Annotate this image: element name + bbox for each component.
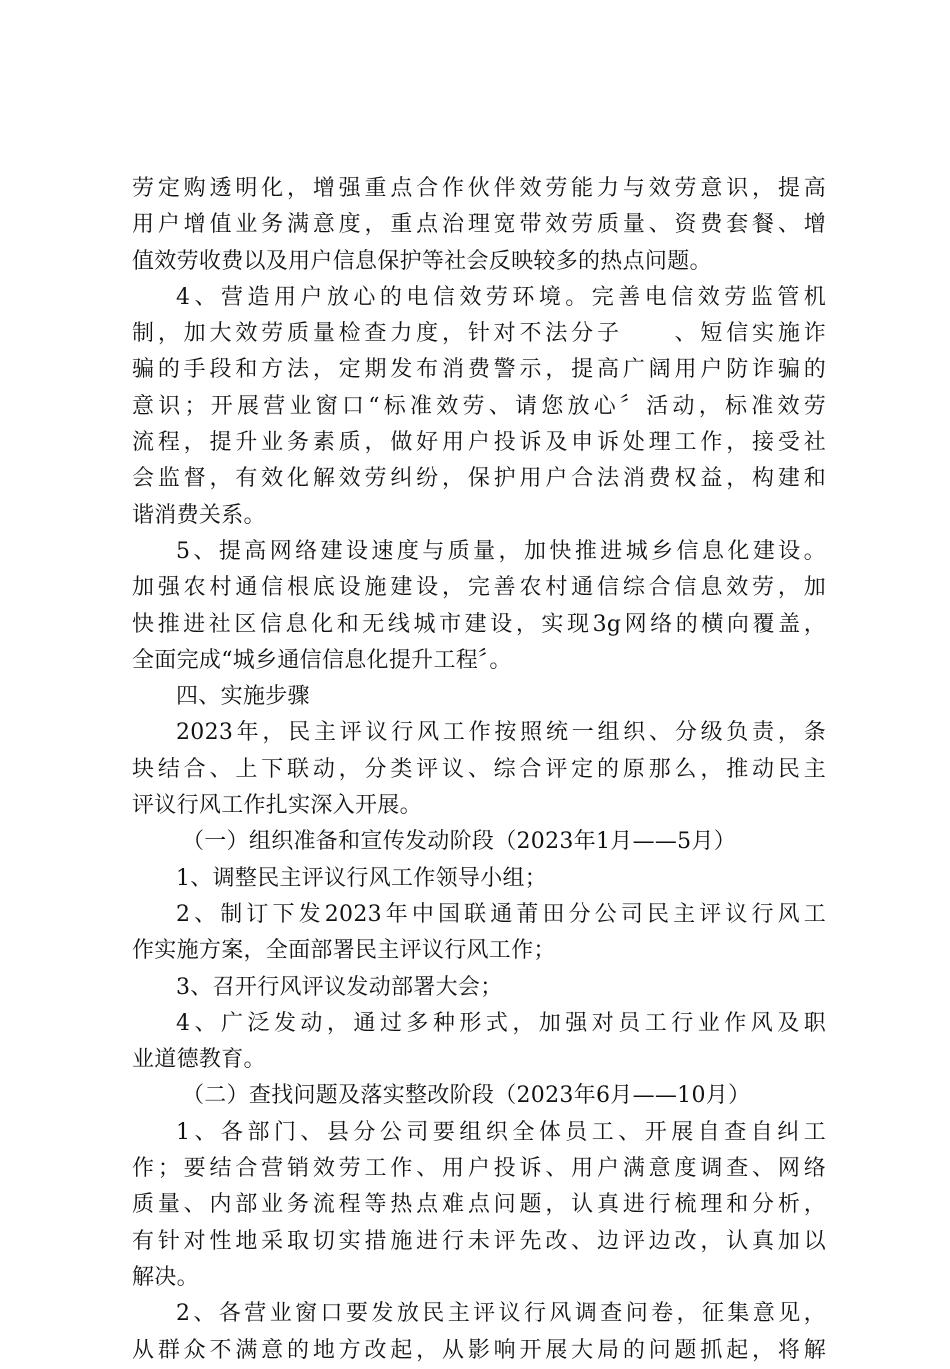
text-line: 3、召开行风评议发动部署大会； <box>176 974 503 1000</box>
text-line: 块结合、上下联动，分类评议、综合评定的原那么，推动民主 <box>132 756 826 782</box>
text-line: 业道德教育。 <box>132 1047 266 1073</box>
text-line: 全面完成“城乡通信信息化提升工程〞。 <box>132 647 512 673</box>
text-line: 4、营造用户放心的电信效劳环境。完善电信效劳监管机 <box>176 284 826 310</box>
text-line: 质量、内部业务流程等热点难点问题，认真进行梳理和分析， <box>132 1192 826 1218</box>
text-line: （一）组织准备和宣传发动阶段（2023年1月——5月） <box>182 829 737 855</box>
text-line: 制，加大效劳质量检查力度，针对不法分子 、短信实施诈 <box>132 321 826 347</box>
text-line: 意识；开展营业窗口“标准效劳、请您放心〞活动，标准效劳 <box>132 393 826 419</box>
text-line: 评议行风工作扎实深入开展。 <box>132 793 422 819</box>
text-line: 骗的手段和方法，定期发布消费警示，提高广阔用户防诈骗的 <box>132 357 826 383</box>
text-line: 加强农村通信根底设施建设，完善农村通信综合信息效劳，加 <box>132 575 826 601</box>
text-line: 2、各营业窗口要发放民主评议行风调查问卷，征集意见， <box>176 1301 826 1327</box>
text-line: 值效劳收费以及用户信息保护等社会反映较多的热点问题。 <box>132 248 712 274</box>
text-line: 2023年，民主评议行风工作按照统一组织、分级负责，条 <box>176 720 826 746</box>
text-line: 流程，提升业务素质，做好用户投诉及申诉处理工作，接受社 <box>132 430 826 456</box>
text-line: 四、实施步骤 <box>176 684 310 710</box>
text-line: 劳定购透明化，增强重点合作伙伴效劳能力与效劳意识，提高 <box>132 176 826 201</box>
document-page <box>132 171 826 1369</box>
text-line: （二）查找问题及落实整改阶段（2023年6月——10月） <box>182 1083 751 1109</box>
text-line: 1、调整民主评议行风工作领导小组； <box>176 865 548 891</box>
text-line: 5、提高网络建设速度与质量，加快推进城乡信息化建设。 <box>176 538 826 564</box>
text-line: 用户增值业务满意度，重点治理宽带效劳质量、资费套餐、增 <box>132 212 826 238</box>
text-line: 从群众不满意的地方改起，从影响开展大局的问题抓起，将解 <box>132 1337 826 1363</box>
text-line: 4、广泛发动，通过多种形式，加强对员工行业作风及职 <box>176 1010 826 1036</box>
text-line: 作；要结合营销效劳工作、用户投诉、用户满意度调查、网络 <box>132 1156 826 1182</box>
text-line: 谐消费关系。 <box>132 502 266 528</box>
text-line: 作实施方案，全面部署民主评议行风工作； <box>132 938 556 964</box>
text-line: 2、制订下发2023年中国联通莆田分公司民主评议行风工 <box>176 901 826 927</box>
text-line: 会监督，有效化解效劳纠纷，保护用户合法消费权益，构建和 <box>132 466 826 492</box>
text-line: 解决。 <box>132 1264 199 1290</box>
text-line: 快推进社区信息化和无线城市建设，实现3g网络的横向覆盖， <box>132 611 826 637</box>
text-line: 1、各部门、县分公司要组织全体员工、开展自查自纠工 <box>176 1119 826 1145</box>
text-line: 有针对性地采取切实措施进行未评先改、边评边改，认真加以 <box>132 1228 826 1254</box>
